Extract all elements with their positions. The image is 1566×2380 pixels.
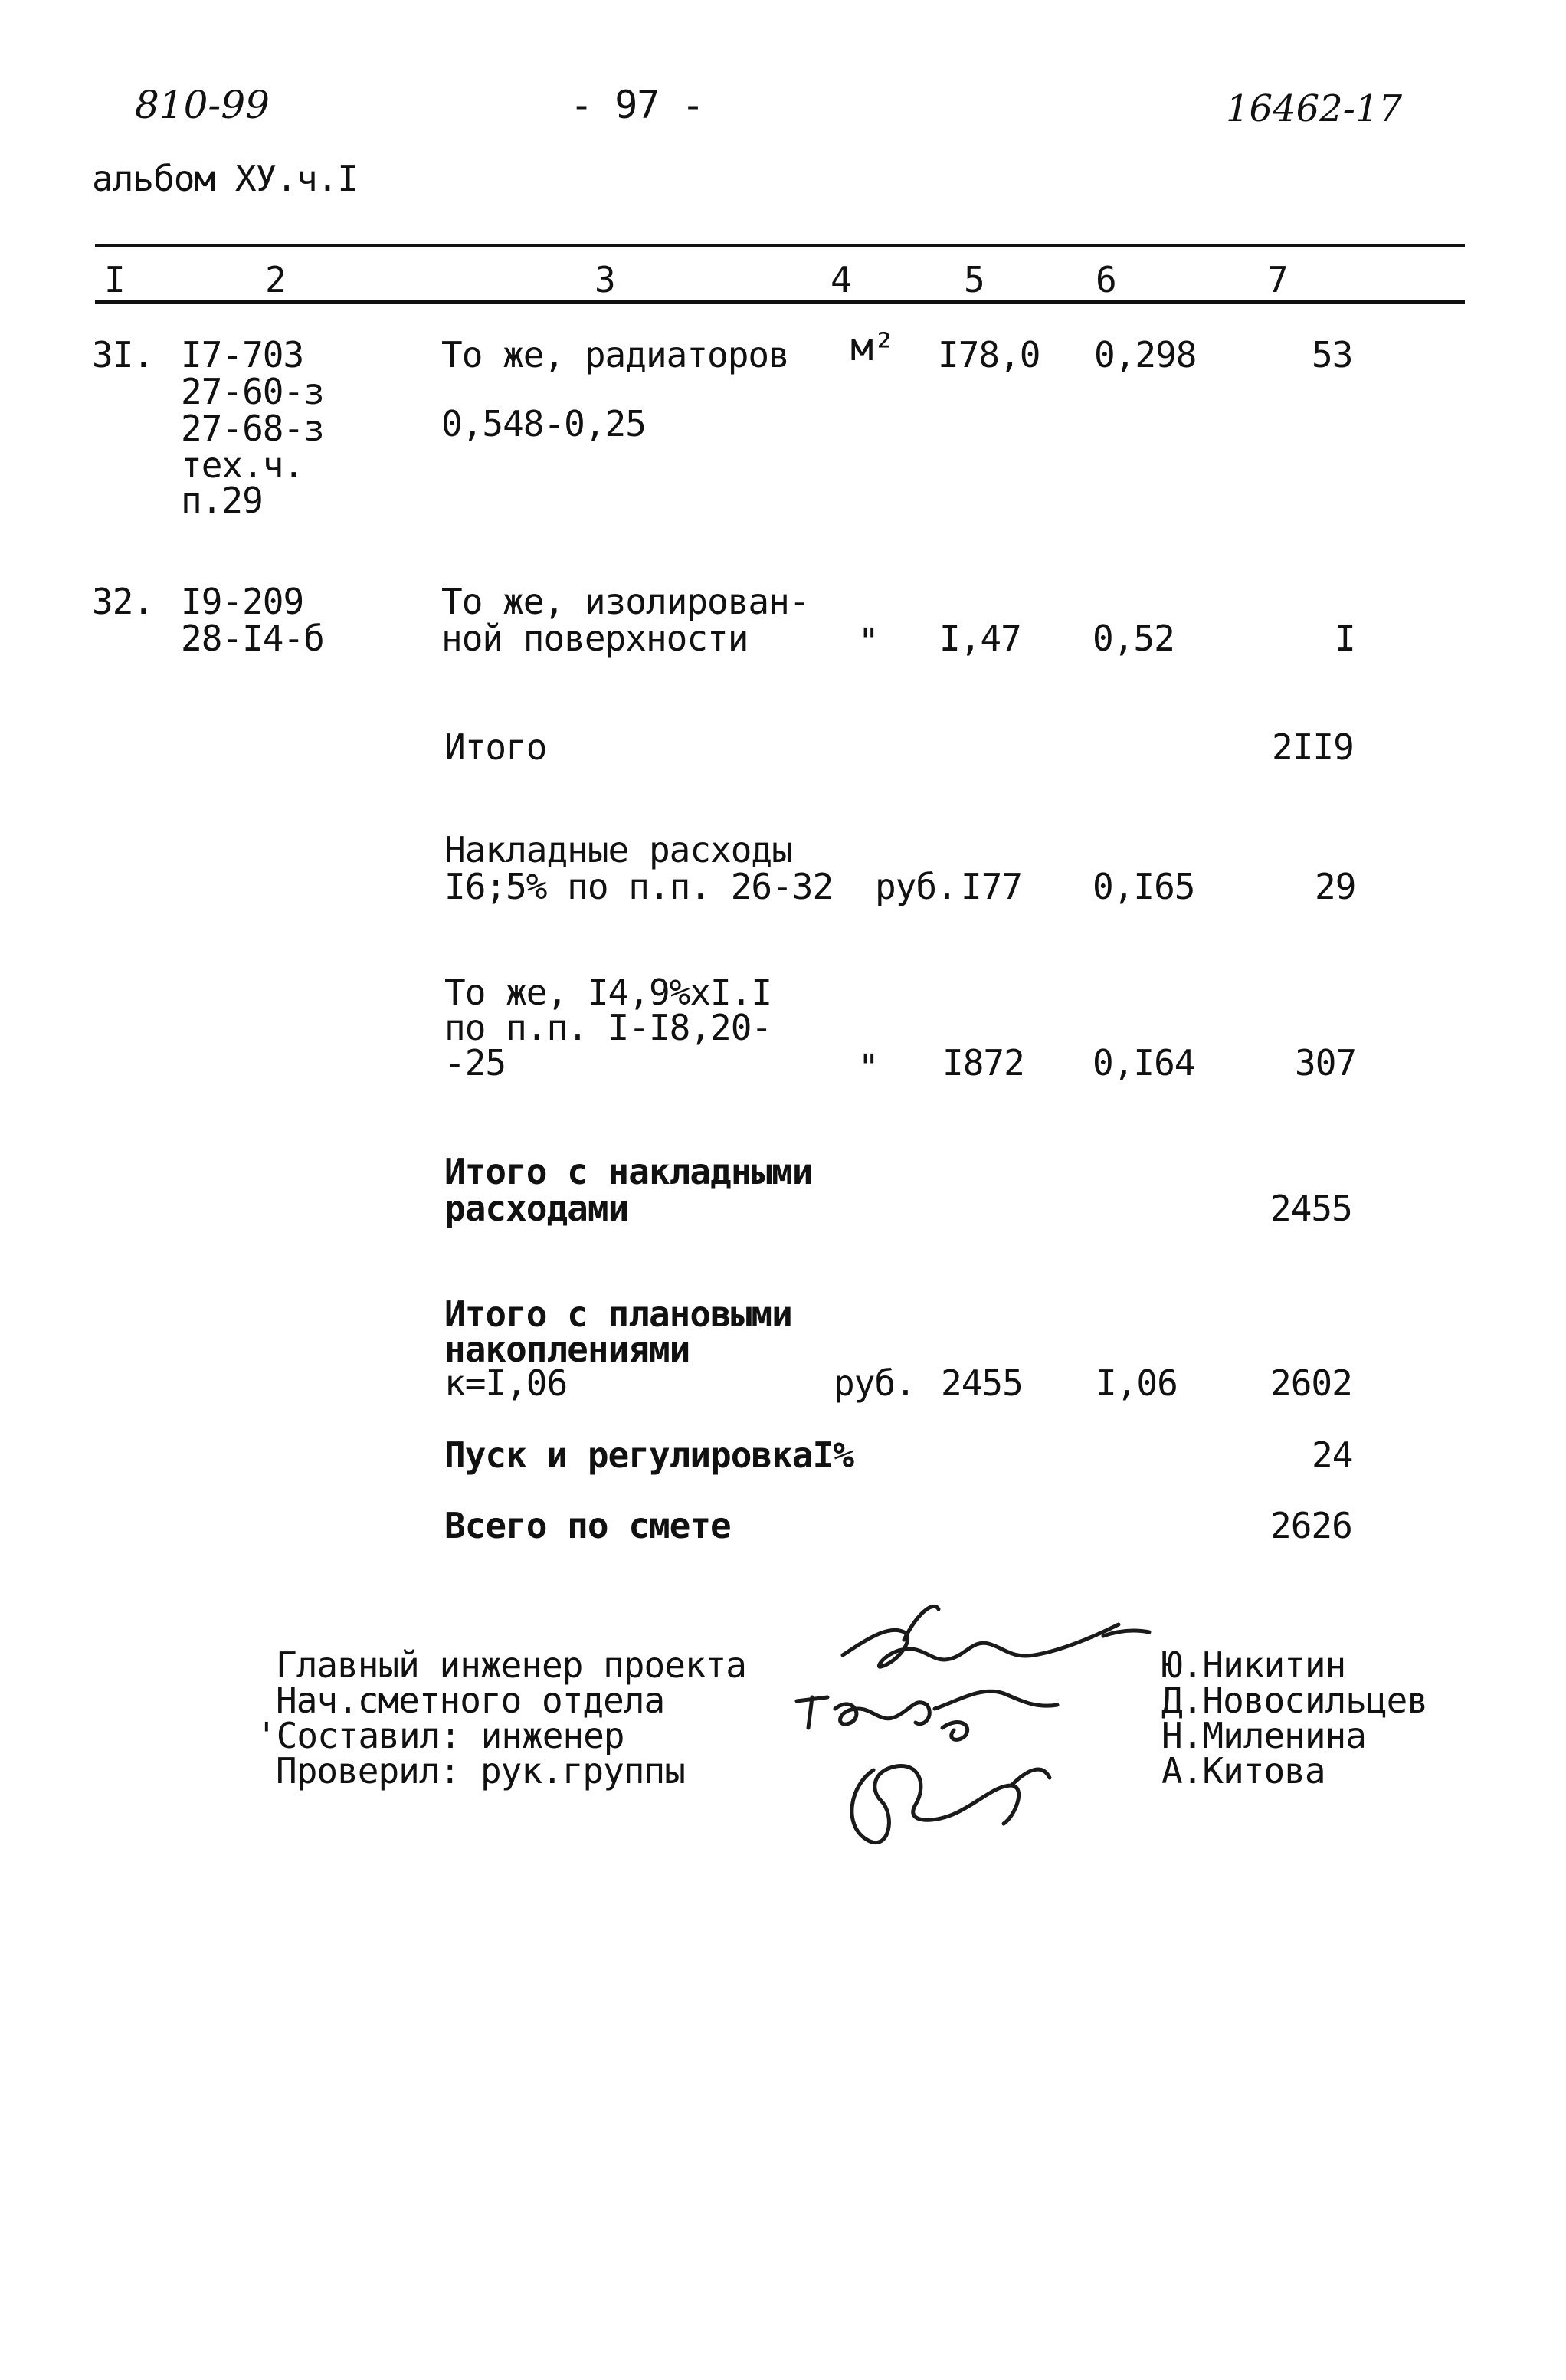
col-header-4: 4 [831, 259, 851, 300]
itogo-label: Итого [444, 726, 547, 768]
itogo-plan-total: 2602 [1270, 1362, 1352, 1404]
grand-total-value: 2626 [1270, 1505, 1352, 1546]
col-header-1: I [104, 259, 125, 300]
overhead2-qty: I872 [942, 1042, 1024, 1083]
overhead-rate: 0,I65 [1093, 866, 1195, 907]
itogo-overhead-total: 2455 [1270, 1188, 1352, 1229]
signature-name: Ю.Никитин [1161, 1644, 1346, 1686]
row-description: ной поверхности [441, 618, 749, 659]
itogo-plan-label-3: к=I,06 [444, 1362, 568, 1404]
grand-total-label: Всего по смете [444, 1505, 731, 1546]
row-unit: м² [850, 325, 896, 369]
col-header-7: 7 [1267, 259, 1288, 300]
row-number: 3I. [92, 334, 154, 375]
page-number: - 97 - [570, 83, 704, 127]
overhead2-total: 307 [1295, 1042, 1357, 1083]
row-description: То же, изолирован- [441, 581, 810, 622]
row-code: 27-60-з [181, 371, 324, 412]
overhead2-label-3: -25 [444, 1042, 506, 1083]
row-qty: I,47 [939, 618, 1021, 659]
overhead-total: 29 [1315, 866, 1356, 907]
row-code: I7-703 [181, 334, 304, 375]
row-code: тех.ч. [181, 444, 304, 486]
handwritten-signatures [781, 1594, 1180, 1885]
signature-role: Нач.сметного отдела [276, 1680, 665, 1721]
row-description: То же, радиаторов [441, 334, 789, 375]
col-header-2: 2 [265, 259, 286, 300]
signature-role: Проверил: рук.группы [276, 1750, 685, 1792]
itogo-plan-label-2: накоплениями [444, 1329, 690, 1370]
ref-left: 810-99 [135, 83, 270, 127]
itogo-total: 2II9 [1272, 726, 1354, 768]
startup-total: 24 [1312, 1434, 1353, 1476]
row-code: 28-I4-б [181, 618, 324, 659]
row-qty: I78,0 [938, 334, 1040, 375]
itogo-overhead-label-1: Итого с накладными [444, 1151, 813, 1192]
overhead-label-2: I6;5% по п.п. 26-32 [444, 866, 834, 907]
signature-name: Н.Миленина [1161, 1715, 1366, 1756]
overhead-unit: руб. [875, 866, 957, 907]
row-code: 27-68-з [181, 408, 324, 449]
signature-role: Главный инженер проекта [276, 1644, 746, 1686]
itogo-plan-unit: руб. [834, 1362, 916, 1404]
row-unit: " [858, 621, 879, 662]
ref-right: 16462-17 [1226, 87, 1402, 130]
header-rule-top [95, 244, 1465, 247]
overhead2-unit: " [858, 1047, 879, 1088]
album-label: альбом ХУ.ч.I [92, 158, 359, 199]
row-code: п.29 [181, 480, 263, 521]
row-code: I9-209 [181, 581, 304, 622]
signature-name: А.Китова [1161, 1750, 1325, 1792]
itogo-plan-label-1: Итого с плановыми [444, 1293, 792, 1335]
col-header-3: 3 [595, 259, 615, 300]
row-total: I [1335, 618, 1355, 659]
header-rule-bottom [95, 300, 1465, 304]
row-rate: 0,298 [1094, 334, 1197, 375]
signature-name: Д.Новосильцев [1161, 1680, 1428, 1721]
overhead2-label-1: То же, I4,9%xI.I [444, 972, 772, 1013]
row-total: 53 [1312, 334, 1353, 375]
row-number: 32. [92, 581, 154, 622]
overhead2-label-2: по п.п. I-I8,20- [444, 1007, 772, 1048]
overhead2-rate: 0,I64 [1093, 1042, 1195, 1083]
overhead-label-1: Накладные расходы [444, 829, 792, 870]
itogo-plan-qty: 2455 [941, 1362, 1023, 1404]
overhead-qty: I77 [961, 866, 1023, 907]
itogo-overhead-label-2: расходами [444, 1188, 629, 1229]
itogo-plan-rate: I,06 [1096, 1362, 1178, 1404]
signature-role: 'Составил: инженер [256, 1715, 624, 1756]
col-header-5: 5 [964, 259, 984, 300]
startup-label: Пуск и регулировкаI% [444, 1434, 853, 1476]
row-rate: 0,52 [1093, 618, 1174, 659]
row-description: 0,548-0,25 [441, 403, 646, 444]
col-header-6: 6 [1096, 259, 1116, 300]
